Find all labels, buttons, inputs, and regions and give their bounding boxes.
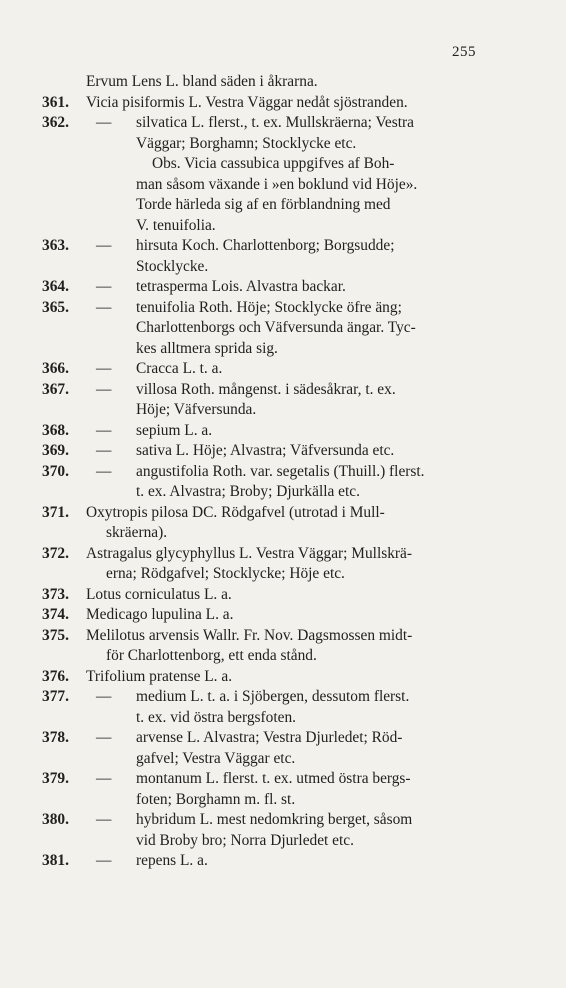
entry-number: 361. <box>42 93 69 111</box>
entry-number: 366. <box>42 360 69 377</box>
species-entry <box>0 810 566 851</box>
species-entry <box>0 236 566 277</box>
entry-text-continuation: gafvel; Vestra Väggar etc. <box>136 749 296 767</box>
entry-text: montanum L. flerst. t. ex. utmed östra bergs- <box>136 770 411 787</box>
entry-text-continuation: V. tenuifolia. <box>136 216 216 234</box>
ditto-dash: — <box>96 811 112 828</box>
ditto-dash: — <box>96 852 112 869</box>
entry-number: 378. <box>42 729 69 746</box>
species-entry <box>0 769 566 810</box>
entry-number: 371. <box>42 503 69 521</box>
species-entry <box>0 380 566 421</box>
entry-text: villosa Roth. mångenst. i sädesåkrar, t. ex. <box>136 380 396 398</box>
entry-text-continuation: t. ex. Alvastra; Broby; Djurkälla etc. <box>136 483 360 500</box>
species-entry <box>0 72 566 93</box>
entry-text: sativa L. Höje; Alvastra; Väfversunda etc. <box>136 442 395 459</box>
entry-number: 367. <box>42 380 69 398</box>
ditto-dash: — <box>96 237 112 254</box>
entry-number: 373. <box>42 585 69 603</box>
entry-text-continuation: Stocklycke. <box>136 257 209 275</box>
entry-text: repens L. a. <box>136 852 208 869</box>
entry-text: Cracca L. t. a. <box>136 360 223 377</box>
species-entry <box>0 728 566 769</box>
species-entry <box>0 626 566 667</box>
species-entry <box>0 421 566 442</box>
species-entry <box>0 113 566 154</box>
entry-text-continuation: för Charlottenborg, ett enda stånd. <box>106 647 317 664</box>
entry-text-continuation: Charlottenborgs och Väfversunda ängar. Tyc- <box>136 319 416 336</box>
entry-number: 376. <box>42 667 69 685</box>
entry-text-continuation: skräerna). <box>106 524 168 541</box>
ditto-dash: — <box>96 360 112 377</box>
entry-text-continuation: vid Broby bro; Norra Djurledet etc. <box>136 831 354 849</box>
entry-text: Obs. Vicia cassubica uppgifves af Boh- <box>152 155 395 172</box>
species-entry <box>0 298 566 360</box>
entry-number: 369. <box>42 442 69 459</box>
entry-number: 379. <box>42 770 69 787</box>
ditto-dash: — <box>96 421 112 439</box>
ditto-dash: — <box>96 442 112 459</box>
entry-text-continuation: foten; Borghamn m. fl. st. <box>136 790 296 808</box>
page-number: 255 <box>452 44 476 60</box>
observation-note <box>0 154 566 236</box>
entry-text: Trifolium pratense L. a. <box>86 667 233 685</box>
entry-number: 381. <box>42 852 69 869</box>
entry-list <box>0 72 566 872</box>
entry-text: hybridum L. mest nedomkring berget, såsom <box>136 811 413 828</box>
entry-number: 380. <box>42 811 69 828</box>
entry-text: Ervum Lens L. bland säden i åkrarna. <box>86 73 318 90</box>
species-entry <box>0 667 566 688</box>
entry-text-continuation: Torde härleda sig af en förblandning med <box>136 196 391 213</box>
ditto-dash: — <box>96 278 112 295</box>
ditto-dash: — <box>96 462 112 480</box>
entry-text: sepium L. a. <box>136 421 213 439</box>
entry-number: 365. <box>42 298 69 316</box>
ditto-dash: — <box>96 770 112 787</box>
species-entry <box>0 93 566 114</box>
ditto-dash: — <box>96 688 112 705</box>
species-entry <box>0 441 566 462</box>
species-entry <box>0 359 566 380</box>
entry-number: 375. <box>42 626 69 644</box>
entry-number: 364. <box>42 278 69 295</box>
entry-text-continuation: t. ex. vid östra bergsfoten. <box>136 708 297 726</box>
entry-text: Vicia pisiformis L. Vestra Väggar nedåt sjöstranden. <box>86 93 408 111</box>
ditto-dash: — <box>96 114 112 131</box>
entry-text-continuation: Höje; Väfversunda. <box>136 401 257 418</box>
entry-number: 362. <box>42 114 69 131</box>
species-entry <box>0 462 566 503</box>
species-entry <box>0 585 566 606</box>
species-entry <box>0 503 566 544</box>
entry-number: 374. <box>42 606 69 623</box>
entry-text: Lotus corniculatus L. a. <box>86 585 232 603</box>
entry-text: Oxytropis pilosa DC. Rödgafvel (utrotad i Mull- <box>86 503 385 521</box>
entry-text-continuation: Väggar; Borghamn; Stocklycke etc. <box>136 134 357 152</box>
entry-text-continuation: kes alltmera sprida sig. <box>136 339 278 357</box>
entry-text-continuation: erna; Rödgafvel; Stocklycke; Höje etc. <box>106 565 345 582</box>
entry-text: arvense L. Alvastra; Vestra Djurledet; Röd- <box>136 729 403 746</box>
entry-number: 368. <box>42 421 69 439</box>
species-entry <box>0 687 566 728</box>
entry-text: silvatica L. flerst., t. ex. Mullskräerna; Vestra <box>136 114 414 131</box>
entry-text: medium L. t. a. i Sjöbergen, dessutom flerst. <box>136 688 410 705</box>
entry-text: Melilotus arvensis Wallr. Fr. Nov. Dagsmossen midt- <box>86 626 413 644</box>
entry-text: Medicago lupulina L. a. <box>86 606 234 623</box>
entry-number: 370. <box>42 462 69 480</box>
ditto-dash: — <box>96 380 112 398</box>
entry-text: hirsuta Koch. Charlottenborg; Borgsudde; <box>136 237 395 254</box>
entry-text-continuation: man såsom växande i »en boklund vid Höje». <box>136 175 418 193</box>
species-entry <box>0 605 566 626</box>
species-entry <box>0 277 566 298</box>
entry-text: angustifolia Roth. var. segetalis (Thuill.) flerst. <box>136 462 425 480</box>
ditto-dash: — <box>96 729 112 746</box>
species-entry <box>0 851 566 872</box>
entry-number: 363. <box>42 237 69 254</box>
ditto-dash: — <box>96 298 112 316</box>
entry-text: tenuifolia Roth. Höje; Stocklycke öfre äng; <box>136 298 402 316</box>
entry-number: 377. <box>42 688 69 705</box>
entry-text: Astragalus glycyphyllus L. Vestra Väggar; Mullskrä- <box>86 544 412 562</box>
entry-text: tetrasperma Lois. Alvastra backar. <box>136 278 346 295</box>
species-entry <box>0 544 566 585</box>
entry-number: 372. <box>42 544 69 562</box>
